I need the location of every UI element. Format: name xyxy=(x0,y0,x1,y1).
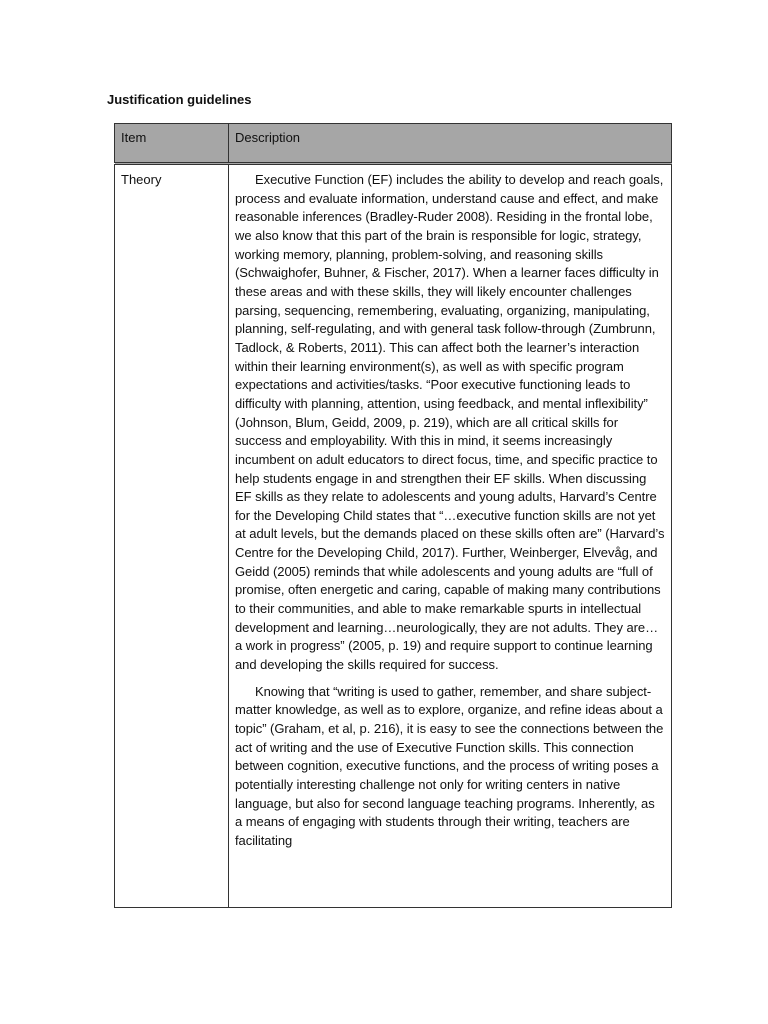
description-paragraph: Executive Function (EF) includes the ability to develop and reach goals, process and evaluate information, understand cause and effect, and make reasonable inferences (Bradley-Ruder 2008). Residing in the frontal lobe, we also know that this part of the brain is responsible for logic, strategy, working memory, planning, problem-solving, and reasoning skills (Schwaighofer, Buhner, & Fischer, 2017). When a learner faces difficulty in these areas and with these skills, they will likely encounter challenges parsing, sequencing, remembering, evaluating, organizing, manipulating, planning, self-regulating, and with general task follow-through (Zumbrunn, Tadlock, & Roberts, 2011). This can affect both the learner’s interaction within their learning environment(s), as well as with specific program expectations and activities/tasks. “Poor executive functioning leads to difficulty with planning, attention, using feedback, and mental inflexibility” (Johnson, Blum, Geidd, 2009, p. 219), which are all critical skills for success and employability. With this in mind, it seems increasingly incumbent on adult educators to direct focus, time, and specific practice to help students engage in and strengthen their EF skills. When discussing EF skills as they relate to adolescents and young adults, Harvard’s Centre for the Developing Child states that “…executive function skills are not yet at adult levels, but the demands placed on these skills often are” (Harvard’s Centre for the Developing Child, 2017). Further, Weinberger, Elvevåg, and Geidd (2005) reminds that while adolescents and young adults are “full of promise, often energetic and caring, capable of making many contributions to their communities, and able to make remarkable spurts in intellectual development and learning…neurologically, they are not adults. They are…a work in progress” (2005, p. 19) and require support to continue learning and developing the skills required for success. xyxy=(235,172,665,673)
column-header-item: Item xyxy=(115,124,229,164)
table-row xyxy=(115,164,672,908)
justification-table xyxy=(114,123,672,908)
column-header-description: Description xyxy=(229,124,672,164)
table-header-row xyxy=(115,124,672,164)
row-description-cell xyxy=(229,164,672,908)
description-paragraph: Knowing that “writing is used to gather, remember, and share subject-matter knowledge, as well as to explore, organize, and refine ideas about a topic” (Graham, et al, p. 216), it is easy to see the connections between the act of writing and the use of Executive Function skills. This connection between cognition, executive functions, and the process of writing poses a potentially interesting challenge not only for writing centers in native language, but also for second language teaching programs. Inherently, as a means of engaging with students through their writing, teachers are facilitating xyxy=(235,683,664,848)
document-heading: Justification guidelines xyxy=(107,92,252,107)
row-item-cell: Theory xyxy=(115,164,229,908)
